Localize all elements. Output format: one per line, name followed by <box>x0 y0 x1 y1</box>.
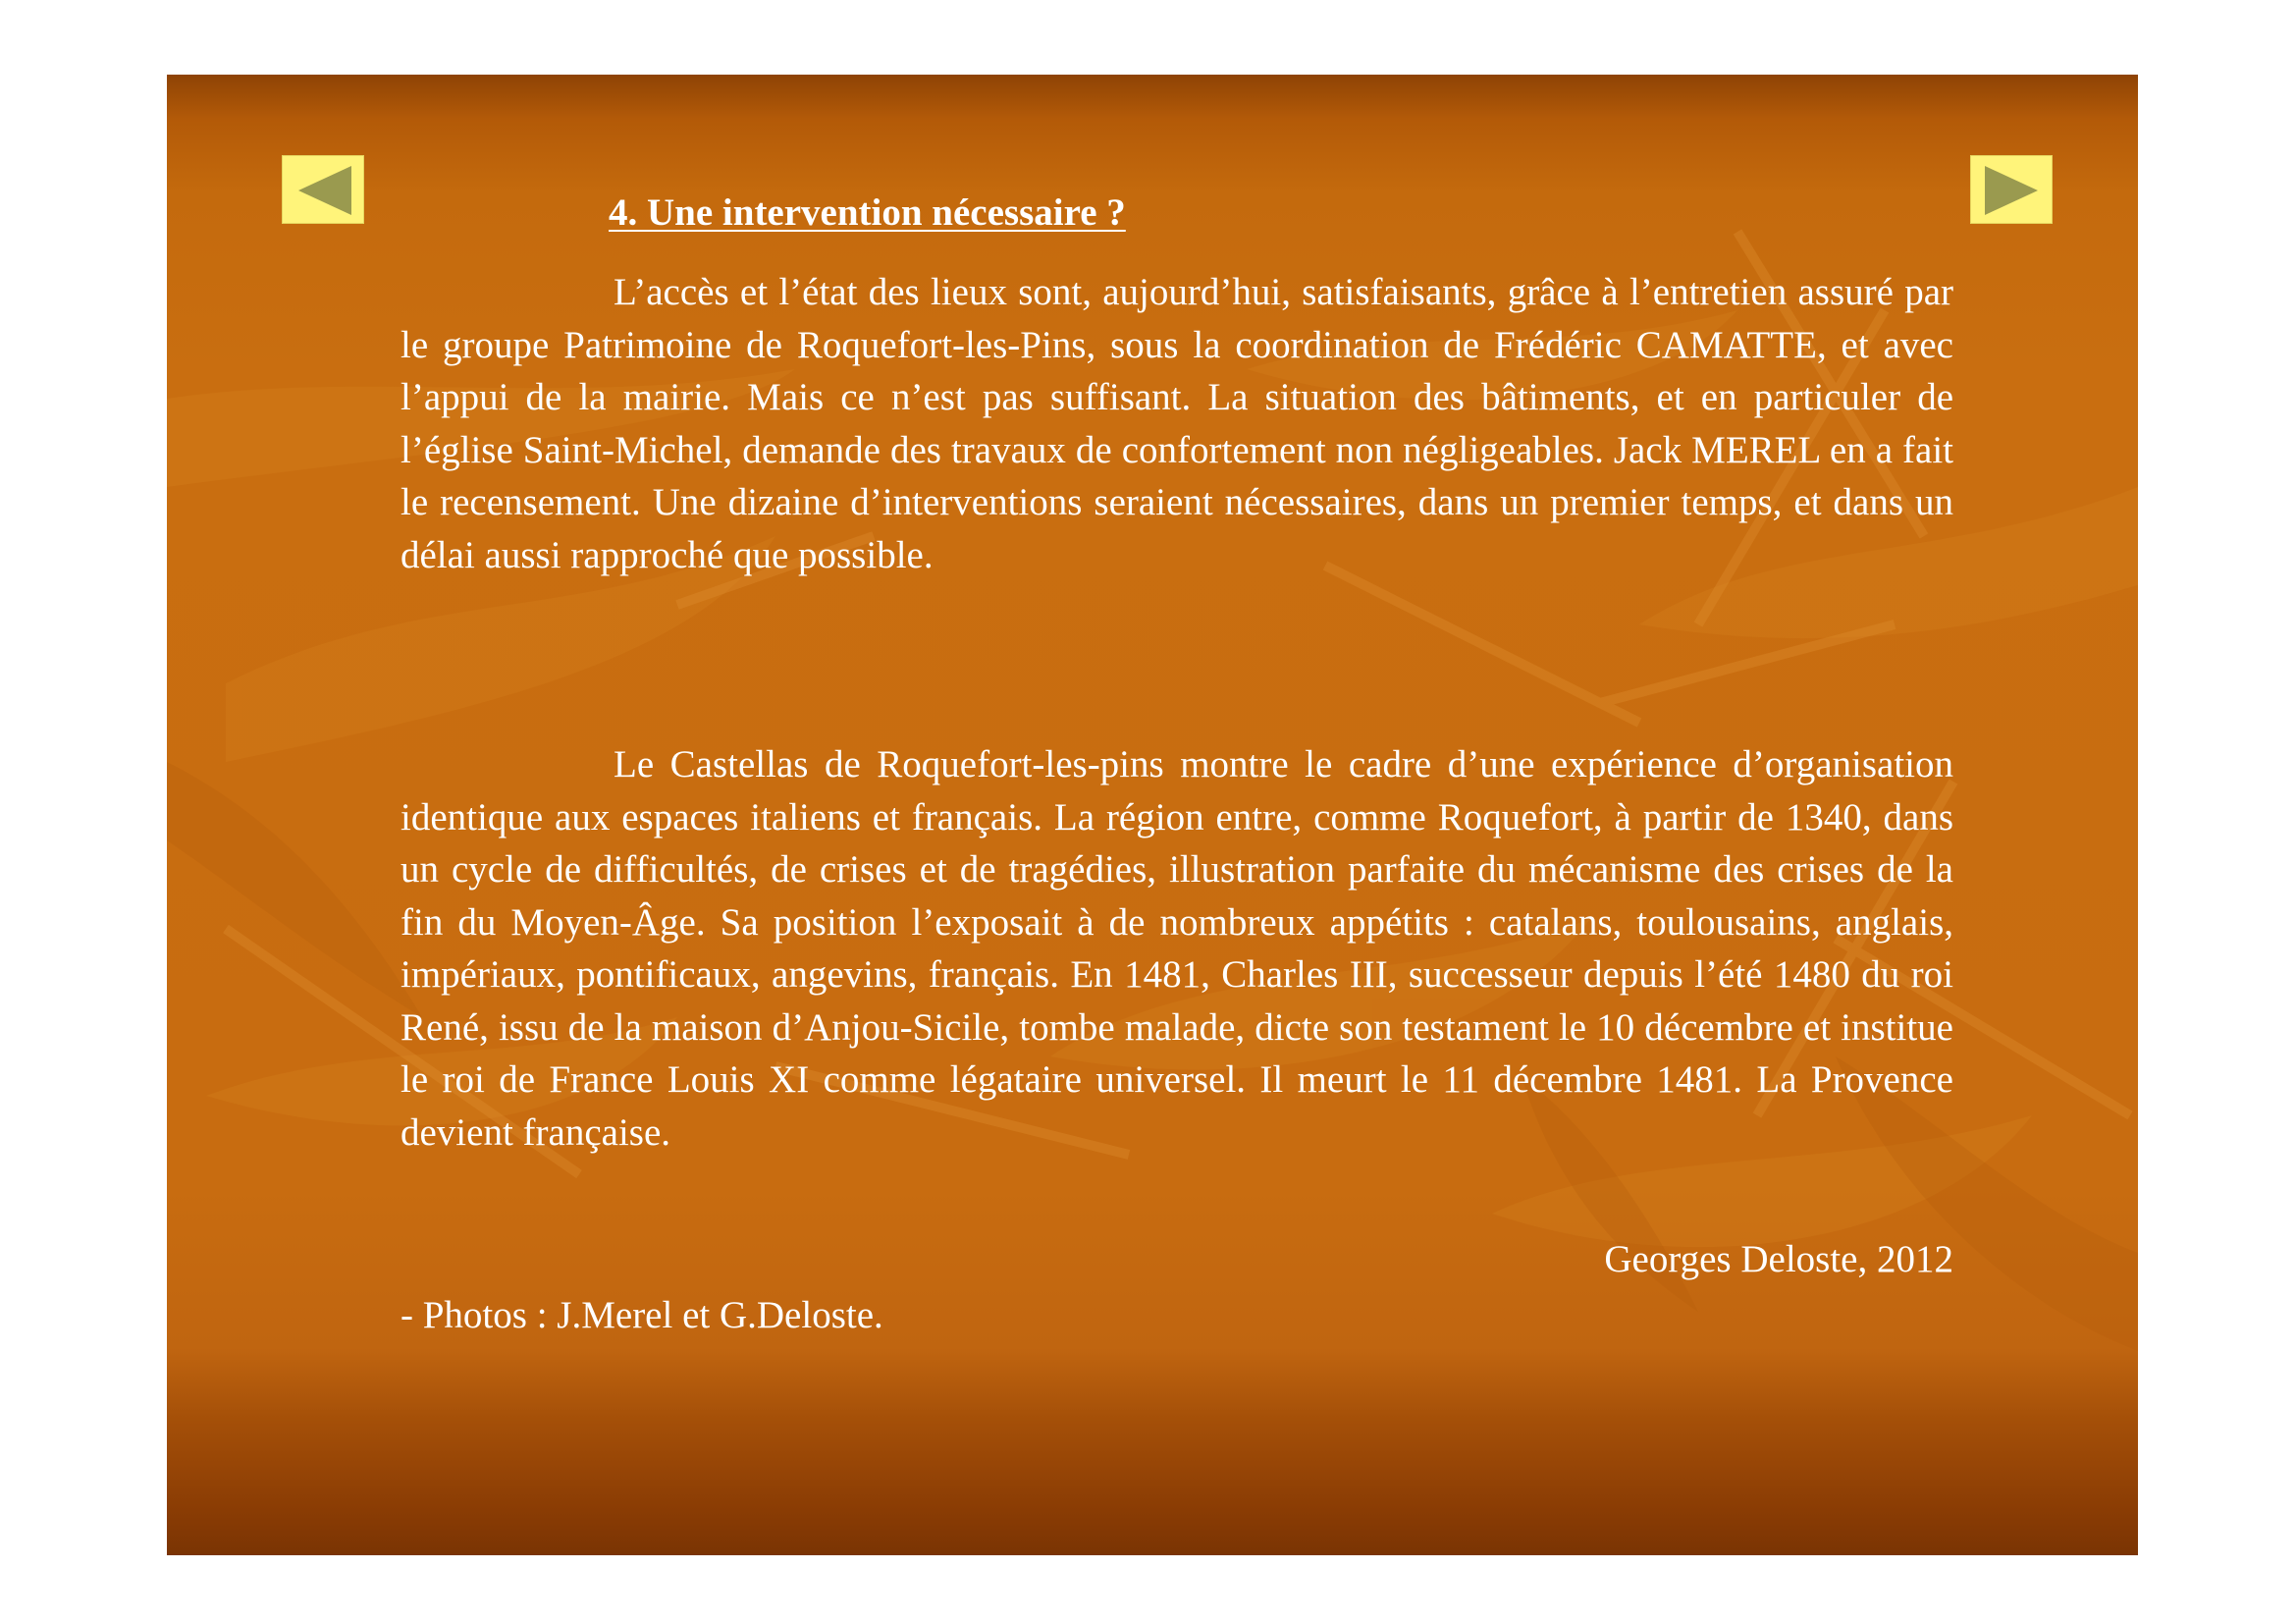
paragraph-intervention: L’accès et l’état des lieux sont, aujourd’hui, satisfaisants, grâce à l’entretien assuré par le groupe Patrimoine de Roquefort-les-Pins, sous la coordination de Frédéric CAMATTE, et avec l’appui de la mairie. Mais ce n’est pas suffisant. La situation des bâtiments, et en particuler de l’église Saint-Michel, demande des travaux de confortement non négligeables. Jack MEREL en a fait le recensement. Une dizaine d’interventions seraient nécessaires, dans un premier temps, et dans un délai aussi rapproché que possible. <box>400 271 1953 576</box>
triangle-right-icon <box>1971 156 2054 225</box>
paragraph-castellas: Le Castellas de Roquefort-les-pins montre le cadre d’une expérience d’organisation identique aux espaces italiens et français. La région entre, comme Roquefort, à partir de 1340, dans un cycle de difficultés, de crises et de tragédies, illustration parfaite du mécanisme des crises de la fin du Moyen-Âge. Sa position l’exposait à de nombreux appétits : catalans, toulousains, anglais, impériaux, pontificaux, angevins, français. En 1481, Charles III, successeur depuis l’été 1480 du roi René, issu de la maison d’Anjou-Sicile, tombe malade, dicte son testament le 10 décembre et institue le roi de France Louis XI comme légataire universel. Il meurt le 11 décembre 1481. La Provence devient française. <box>400 743 1953 1154</box>
photo-credits: - Photos : J.Merel et G.Deloste. <box>400 1294 883 1336</box>
author-signature: Georges Deloste, 2012 <box>1604 1238 1953 1280</box>
section-title: 4. Une intervention nécessaire ? <box>609 191 1126 234</box>
slide <box>167 75 2138 1555</box>
previous-slide-button[interactable] <box>282 155 364 224</box>
triangle-left-icon <box>283 156 365 225</box>
next-slide-button[interactable] <box>1970 155 2053 224</box>
